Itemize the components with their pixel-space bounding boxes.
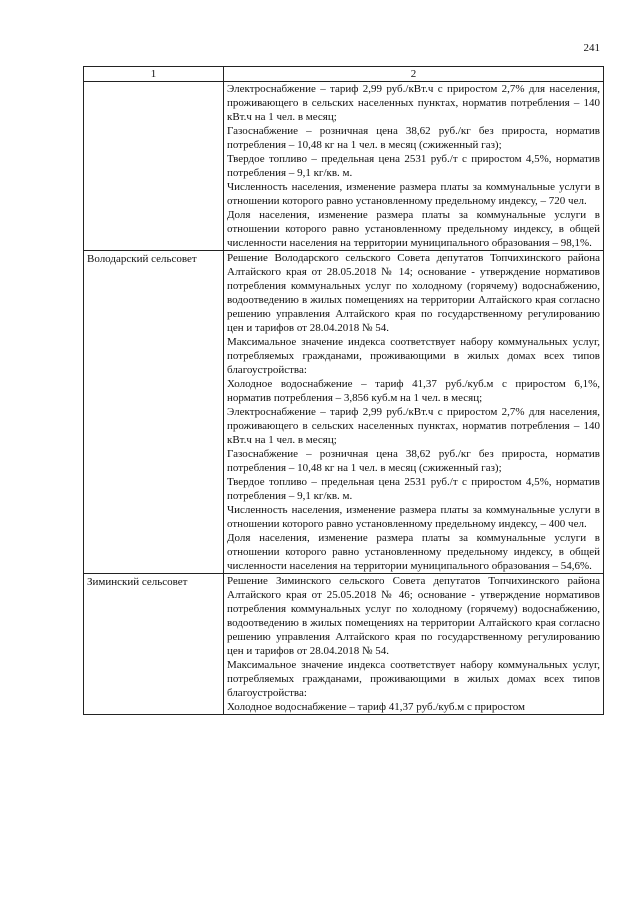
table-row [84,251,604,574]
table-row [84,82,604,251]
table-header-row [84,67,604,82]
paragraph-text: Численность населения, изменение размера платы за коммунальные услуги в отношении которого равно установленному предельному индексу, – 720 чел. [227,181,600,207]
paragraph-text: Решение Зиминского сельского Совета депутатов Топчихинского района Алтайского края от 25.05.2018 № 46; основание - утверждение нормативов потребления коммунальных услуг по холодному (горячему) водоснабжению, водоотведению в жилых помещениях на территории Алтайского края согласно решению управления Алтайского края по государственному регулированию цен и тарифов от 28.04.2018 № 54. [227,575,600,657]
details-cell [224,574,604,715]
municipality-cell [84,251,224,574]
paragraph-text: Решение Володарского сельского Совета депутатов Топчихинского района Алтайского края от 28.05.2018 № 14; основание - утверждение нормативов потребления коммунальных услуг по холодному (горячему) водоснабжению, водоотведению в жилых помещениях на территории Алтайского края согласно решению управления Алтайского края по государственному регулированию цен и тарифов от 28.04.2018 № 54. [227,252,600,334]
details-cell [224,82,604,251]
paragraph-text: Численность населения, изменение размера платы за коммунальные услуги в отношении которого равно установленному предельному индексу, – 400 чел. [227,504,600,530]
column-header-1: 1 [84,67,224,82]
paragraph-text: Доля населения, изменение размера платы за коммунальные услуги в отношении которого равно установленному предельному индексу, в общей численности населения на территории муниципального образования – 98,1%. [227,209,600,249]
municipality-name: Зиминский сельсовет [87,576,188,588]
municipality-cell [84,82,224,251]
municipality-cell [84,574,224,715]
paragraph-text: Газоснабжение – розничная цена 38,62 руб./кг без прироста, норматив потребления – 10,48 кг на 1 чел. в месяц (сжиженный газ); [227,125,600,151]
paragraph-text: Холодное водоснабжение – тариф 41,37 руб./куб.м с приростом [227,701,525,713]
municipality-name [87,82,220,83]
paragraph-text: Доля населения, изменение размера платы за коммунальные услуги в отношении которого равно установленному предельному индексу, в общей численности населения на территории муниципального образования – 54,6%. [227,532,600,572]
municipality-name: Володарский сельсовет [87,253,197,265]
paragraph-text: Максимальное значение индекса соответствует набору коммунальных услуг, потребляемых гражданами, проживающими в жилых домах всех типов благоустройства: [227,659,600,699]
paragraph-text: Холодное водоснабжение – тариф 41,37 руб./куб.м с приростом 6,1%, норматив потребления – 3,856 куб.м на 1 чел. в месяц; [227,378,600,404]
paragraph-text: Максимальное значение индекса соответствует набору коммунальных услуг, потребляемых гражданами, проживающими в жилых домах всех типов благоустройства: [227,336,600,376]
page-number: 241 [583,42,600,54]
utility-tariff-table [83,66,604,715]
column-header-2: 2 [224,67,604,82]
paragraph-text: Твердое топливо – предельная цена 2531 руб./т с приростом 4,5%, норматив потребления – 9,1 кг/кв. м. [227,476,600,502]
table-row [84,574,604,715]
paragraph-text: Газоснабжение – розничная цена 38,62 руб./кг без прироста, норматив потребления – 10,48 кг на 1 чел. в месяц (сжиженный газ); [227,448,600,474]
paragraph-text: Электроснабжение – тариф 2,99 руб./кВт.ч с приростом 2,7% для населения, проживающего в сельских населенных пунктах, норматив потребления – 140 кВт.ч на 1 чел. в месяц; [227,406,600,446]
details-cell [224,251,604,574]
paragraph-text: Электроснабжение – тариф 2,99 руб./кВт.ч с приростом 2,7% для населения, проживающего в сельских населенных пунктах, норматив потребления – 140 кВт.ч на 1 чел. в месяц; [227,83,600,123]
paragraph-text: Твердое топливо – предельная цена 2531 руб./т с приростом 4,5%, норматив потребления – 9,1 кг/кв. м. [227,153,600,179]
